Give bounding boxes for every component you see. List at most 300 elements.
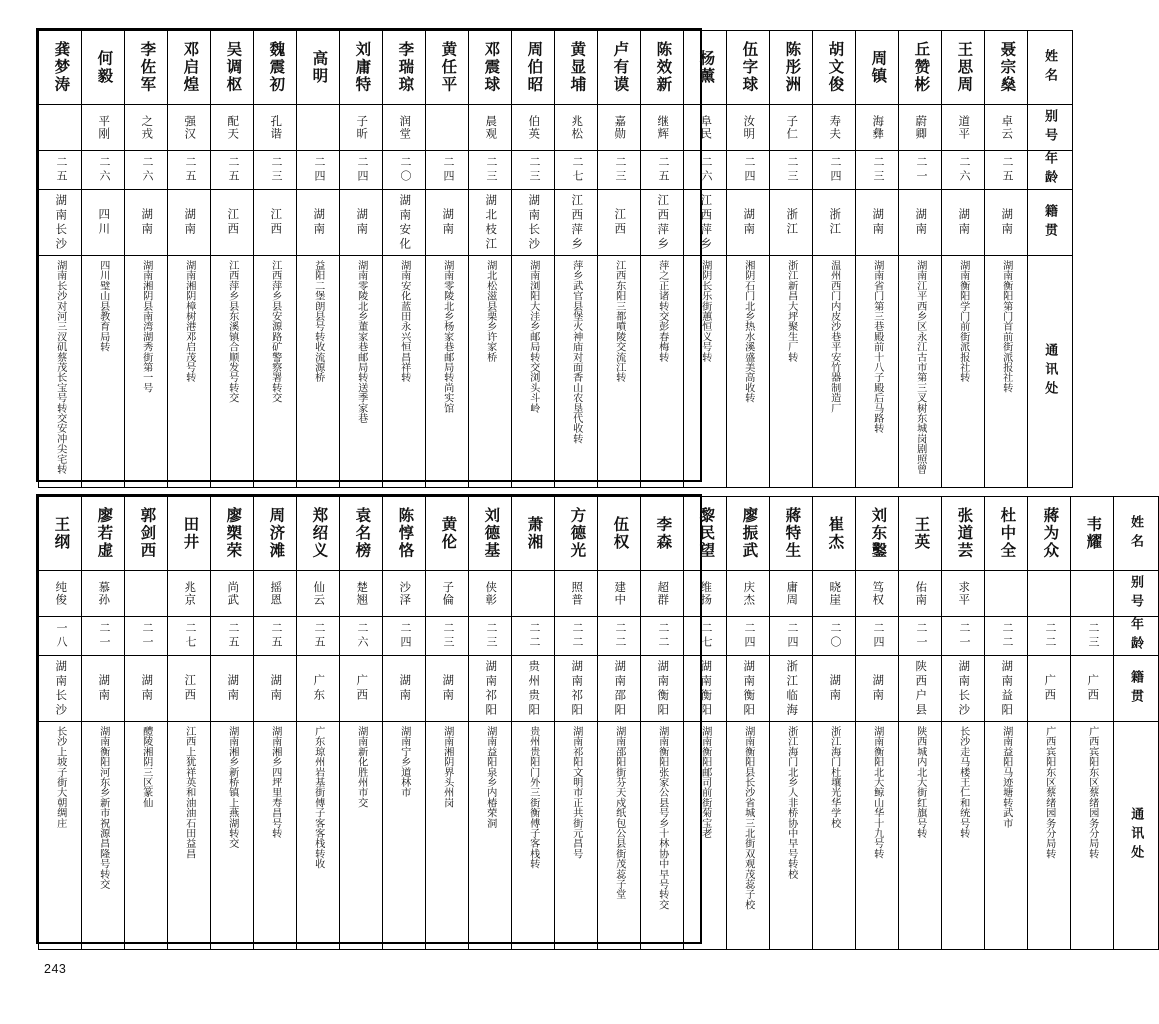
cell-name (555, 497, 598, 571)
cell-content (856, 617, 898, 655)
cell-native (942, 656, 985, 722)
cell-content (168, 151, 210, 189)
cell-alias (899, 571, 942, 617)
name-text: 萧湘 (525, 516, 543, 551)
cell-native (254, 656, 297, 722)
cell-age (856, 151, 899, 190)
cell-content (942, 617, 984, 655)
cell-content (813, 190, 855, 255)
cell-native (1071, 656, 1114, 722)
address-text: 湖阴长乐街蕙恒义号转 (699, 260, 711, 362)
cell-content (82, 256, 124, 487)
alias-text: 兆松 (570, 115, 583, 140)
age-text: 二三 (785, 156, 798, 184)
cell-content (168, 571, 210, 616)
cell-name (942, 31, 985, 105)
cell-content (340, 722, 382, 949)
name-text: 蔣特生 (783, 507, 801, 560)
alias-text: 晨观 (484, 115, 497, 140)
cell-alias (641, 105, 684, 151)
alias-text: 嘉勋 (613, 115, 626, 140)
cell-content (899, 256, 941, 487)
cell-native (211, 656, 254, 722)
age-text: 二五 (269, 622, 282, 650)
cell-content (383, 190, 425, 255)
cell-content (39, 31, 81, 104)
cell-age (684, 617, 727, 656)
cell-content (82, 151, 124, 189)
cell-age (383, 151, 426, 190)
cell-address (125, 722, 168, 950)
cell-content (125, 256, 167, 487)
cell-age (727, 617, 770, 656)
row-age (39, 617, 1159, 656)
cell-age (383, 617, 426, 656)
age-text: 二三 (527, 156, 540, 184)
cell-alias (340, 105, 383, 151)
cell-alias (770, 105, 813, 151)
cell-native (39, 656, 82, 722)
cell-content (598, 617, 640, 655)
cell-content (211, 656, 253, 721)
cell-content (340, 571, 382, 616)
cell-content (254, 256, 296, 487)
cell-content (770, 722, 812, 949)
age-text: 二五 (54, 156, 67, 184)
cell-content (125, 151, 167, 189)
address-text: 萍乡武官县堡火神庙对面香山农垦代收转 (570, 260, 582, 444)
cell-name (426, 31, 469, 105)
cell-content (555, 497, 597, 570)
cell-content (985, 656, 1027, 721)
address-text: 浙江海门北乡人非桥协中早号转校 (785, 726, 797, 879)
native-text: 江西萍乡 (699, 193, 712, 252)
cell-native (598, 190, 641, 256)
cell-content (598, 571, 640, 616)
cell-content (254, 497, 296, 570)
cell-content (254, 190, 296, 255)
registry-table-bottom (36, 494, 1145, 944)
cell-address (512, 722, 555, 950)
native-text: 湖南祁阳 (570, 659, 583, 718)
cell-age (469, 617, 512, 656)
cell-content (1071, 656, 1113, 721)
cell-content (899, 190, 941, 255)
cell-content (899, 151, 941, 189)
cell-content (813, 656, 855, 721)
cell-alias (168, 105, 211, 151)
cell-address (555, 722, 598, 950)
cell-content (469, 151, 511, 189)
cell-native (684, 656, 727, 722)
cell-content (598, 656, 640, 721)
cell-address (254, 256, 297, 488)
name-text: 刘东鑿 (869, 507, 887, 560)
cell-alias (254, 571, 297, 617)
age-text: 二二 (570, 622, 583, 650)
address-text: 湖南湘乡四坪里寿昌号转 (269, 726, 281, 839)
native-text: 广西 (355, 674, 368, 703)
native-text: 江西 (226, 208, 239, 237)
cell-address (383, 256, 426, 488)
cell-alias (598, 105, 641, 151)
cell-address (942, 722, 985, 950)
cell-name (555, 31, 598, 105)
name-text: 卢有谟 (611, 41, 629, 94)
cell-content (340, 656, 382, 721)
cell-age (297, 151, 340, 190)
cell-content (82, 190, 124, 255)
cell-name (770, 497, 813, 571)
cell-content (211, 256, 253, 487)
cell-content (297, 105, 339, 150)
native-text: 湖南 (398, 674, 411, 703)
column-header-name (1114, 497, 1159, 571)
name-text: 龚梦涛 (52, 41, 70, 94)
cell-address (813, 256, 856, 488)
cell-age (641, 151, 684, 190)
cell-content (426, 617, 468, 655)
cell-age (254, 617, 297, 656)
cell-content (383, 256, 425, 487)
cell-content (770, 31, 812, 104)
cell-native (168, 190, 211, 256)
cell-name (297, 31, 340, 105)
cell-address (985, 722, 1028, 950)
cell-address (168, 722, 211, 950)
alias-text: 子仁 (785, 115, 798, 140)
cell-name (512, 497, 555, 571)
age-text: 二二 (1000, 622, 1013, 650)
address-text: 湖南新化胜州市交 (355, 726, 367, 808)
name-text: 张道芸 (955, 507, 973, 560)
name-text: 袁名榜 (353, 507, 371, 560)
name-text: 陈效新 (654, 41, 672, 94)
cell-content (254, 571, 296, 616)
cell-content (125, 31, 167, 104)
cell-native (899, 190, 942, 256)
native-text: 湖南 (441, 674, 454, 703)
cell-native (899, 656, 942, 722)
cell-content (942, 656, 984, 721)
cell-native (426, 656, 469, 722)
cell-content (813, 571, 855, 616)
cell-age (985, 151, 1028, 190)
cell-content (1028, 722, 1070, 949)
cell-address (383, 722, 426, 950)
column-header-native (1028, 190, 1073, 256)
cell-content (469, 656, 511, 721)
cell-content (254, 722, 296, 949)
page-number: 243 (44, 962, 67, 976)
cell-content (555, 151, 597, 189)
cell-address (297, 722, 340, 950)
native-text: 湖南 (914, 208, 927, 237)
cell-name (82, 497, 125, 571)
cell-alias (383, 105, 426, 151)
cell-content (383, 151, 425, 189)
age-text: 二六 (355, 622, 368, 650)
cell-content (82, 722, 124, 949)
native-text: 湖南 (140, 674, 153, 703)
cell-content (856, 656, 898, 721)
cell-content (684, 656, 726, 721)
cell-address (340, 256, 383, 488)
cell-address (254, 722, 297, 950)
age-text: 二二 (527, 622, 540, 650)
cell-name (469, 31, 512, 105)
address-text: 湖南长沙对河三汊矶蔡茂长宝号转交安冲尖宅转 (54, 260, 66, 475)
age-text: 二七 (183, 622, 196, 650)
name-text: 王思周 (955, 41, 973, 94)
cell-alias (813, 105, 856, 151)
native-text: 浙江临海 (785, 659, 798, 718)
registry-table (38, 496, 1159, 950)
cell-content (942, 256, 984, 487)
cell-content (813, 256, 855, 487)
age-text: 二七 (570, 156, 583, 184)
cell-alias (856, 571, 899, 617)
cell-content (39, 497, 81, 570)
address-text: 湖南安化蓝田永兴恒昌祥转 (398, 260, 410, 383)
cell-age (1028, 617, 1071, 656)
age-text: 二四 (312, 156, 325, 184)
cell-content (899, 497, 941, 570)
cell-content (340, 497, 382, 570)
cell-content (82, 105, 124, 150)
cell-address (426, 256, 469, 488)
cell-content (813, 31, 855, 104)
cell-address (942, 256, 985, 488)
cell-address (641, 722, 684, 950)
native-text: 湖南 (742, 208, 755, 237)
header-text: 通讯处 (1129, 807, 1145, 864)
cell-native (813, 190, 856, 256)
cell-content (297, 31, 339, 104)
cell-content (297, 656, 339, 721)
cell-content (125, 190, 167, 255)
alias-text: 兆京 (183, 581, 196, 606)
address-text: 江西上犹祥英和油油石田益昌 (183, 726, 195, 859)
cell-content (684, 722, 726, 949)
name-text: 郭剑西 (138, 507, 156, 560)
cell-content (985, 151, 1027, 189)
cell-content (555, 190, 597, 255)
cell-content (383, 571, 425, 616)
cell-content (512, 617, 554, 655)
cell-content (426, 497, 468, 570)
cell-content (426, 722, 468, 949)
cell-name (856, 497, 899, 571)
cell-native (856, 190, 899, 256)
cell-native (254, 190, 297, 256)
cell-alias (125, 571, 168, 617)
cell-content (899, 656, 941, 721)
cell-age (469, 151, 512, 190)
cell-address (899, 722, 942, 950)
cell-content (82, 617, 124, 655)
cell-address (1028, 722, 1071, 950)
alias-text: 超群 (656, 581, 669, 606)
native-text: 广东 (312, 674, 325, 703)
age-text: 二四 (785, 622, 798, 650)
cell-address (899, 256, 942, 488)
cell-content (426, 656, 468, 721)
age-text: 二三 (484, 156, 497, 184)
cell-name (770, 31, 813, 105)
age-text: 二六 (97, 156, 110, 184)
cell-content (426, 31, 468, 104)
cell-address (856, 722, 899, 950)
cell-alias (555, 571, 598, 617)
name-text: 李森 (654, 516, 672, 551)
cell-content (211, 105, 253, 150)
alias-text: 仙云 (312, 581, 325, 606)
address-text: 湖南零陵北乡董家巷邮局转送季家巷 (355, 260, 367, 424)
native-text: 湖南安化 (398, 193, 411, 252)
cell-content (555, 617, 597, 655)
cell-name (641, 497, 684, 571)
cell-name (813, 497, 856, 571)
name-text: 刘庸特 (353, 41, 371, 94)
cell-address (641, 256, 684, 488)
address-text: 江西萍乡县东溪镇合顺发号转交 (226, 260, 238, 403)
alias-text: 侠彰 (484, 581, 497, 606)
address-text: 湖南衡阳邮司前街菊宝老 (699, 726, 711, 839)
age-text: 二五 (312, 622, 325, 650)
native-text: 湖南长沙 (957, 659, 970, 718)
cell-name (426, 497, 469, 571)
cell-alias (1071, 571, 1114, 617)
registry-table (38, 30, 1073, 488)
cell-content (985, 617, 1027, 655)
cell-address (727, 722, 770, 950)
age-text: 二五 (1000, 156, 1013, 184)
age-text: 二一 (914, 622, 927, 650)
cell-name (39, 497, 82, 571)
cell-content (770, 497, 812, 570)
address-text: 广东琼州岩基街傅子客客栈转收 (312, 726, 324, 869)
cell-address (770, 722, 813, 950)
age-text: 二五 (656, 156, 669, 184)
alias-text: 道平 (957, 115, 970, 140)
address-text: 湖南邵阳街芬天戍纸包公县街茂蕊子堂 (613, 726, 625, 900)
cell-content (770, 571, 812, 616)
alias-text: 配天 (226, 115, 239, 140)
cell-address (340, 722, 383, 950)
alias-text: 求平 (957, 581, 970, 606)
cell-content (211, 190, 253, 255)
cell-content (469, 31, 511, 104)
native-text: 湖南 (140, 208, 153, 237)
cell-address (297, 256, 340, 488)
cell-content (469, 256, 511, 487)
row-native (39, 190, 1073, 256)
address-text: 湖南湘阴樟树港邓启茂号转 (183, 260, 195, 383)
cell-content (1028, 571, 1070, 616)
name-text: 杜中全 (998, 507, 1016, 560)
cell-content (727, 31, 769, 104)
cell-address (469, 256, 512, 488)
cell-name (340, 497, 383, 571)
cell-content (641, 656, 683, 721)
age-text: 二〇 (398, 156, 411, 184)
cell-name (512, 31, 555, 105)
cell-native (383, 190, 426, 256)
cell-native (985, 656, 1028, 722)
native-text: 湖南 (183, 208, 196, 237)
cell-content (82, 656, 124, 721)
cell-alias (297, 571, 340, 617)
cell-age (899, 617, 942, 656)
cell-content (1028, 617, 1070, 655)
cell-address (985, 256, 1028, 488)
cell-content (297, 497, 339, 570)
cell-content (168, 190, 210, 255)
cell-alias (426, 571, 469, 617)
native-text: 湖南长沙 (54, 193, 67, 252)
address-text: 浙江海门杜壤光华学校 (828, 726, 840, 828)
age-text: 一八 (54, 622, 67, 650)
cell-alias (684, 571, 727, 617)
name-text: 黄伦 (439, 516, 457, 551)
cell-age (297, 617, 340, 656)
cell-content (985, 256, 1027, 487)
cell-age (598, 617, 641, 656)
native-text: 湖北枝江 (484, 193, 497, 252)
cell-content (39, 190, 81, 255)
cell-age (39, 151, 82, 190)
name-text: 周镇 (869, 50, 887, 85)
native-text: 四川 (97, 208, 110, 237)
cell-content (813, 722, 855, 949)
alias-text: 尚武 (226, 581, 239, 606)
cell-alias (469, 571, 512, 617)
address-text: 湖南湘乡新桥镇上燕湖转交 (226, 726, 238, 849)
header-text: 年龄 (1043, 151, 1059, 189)
row-alias (39, 571, 1159, 617)
cell-alias (340, 571, 383, 617)
column-header-age (1028, 151, 1073, 190)
cell-content (727, 151, 769, 189)
cell-native (297, 190, 340, 256)
address-text: 湖南零陵北乡杨家巷邮局转尚实馆 (441, 260, 453, 413)
cell-content (813, 617, 855, 655)
cell-content (168, 105, 210, 150)
cell-age (254, 151, 297, 190)
cell-age (727, 151, 770, 190)
cell-content (39, 722, 81, 949)
age-text: 二四 (742, 156, 755, 184)
header-text: 通讯处 (1043, 343, 1059, 400)
cell-content (39, 105, 81, 150)
cell-content (512, 31, 554, 104)
cell-content (39, 151, 81, 189)
cell-content (168, 617, 210, 655)
cell-content (555, 571, 597, 616)
cell-alias (512, 571, 555, 617)
cell-content (684, 497, 726, 570)
address-text: 湖北松滋县栗乡许家桥 (484, 260, 496, 362)
cell-content (727, 497, 769, 570)
cell-content (340, 190, 382, 255)
cell-content (770, 256, 812, 487)
cell-content (942, 151, 984, 189)
address-text: 萍之正诸转交彭春梅转 (656, 260, 668, 362)
cell-content (727, 656, 769, 721)
cell-age (598, 151, 641, 190)
cell-alias (211, 105, 254, 151)
